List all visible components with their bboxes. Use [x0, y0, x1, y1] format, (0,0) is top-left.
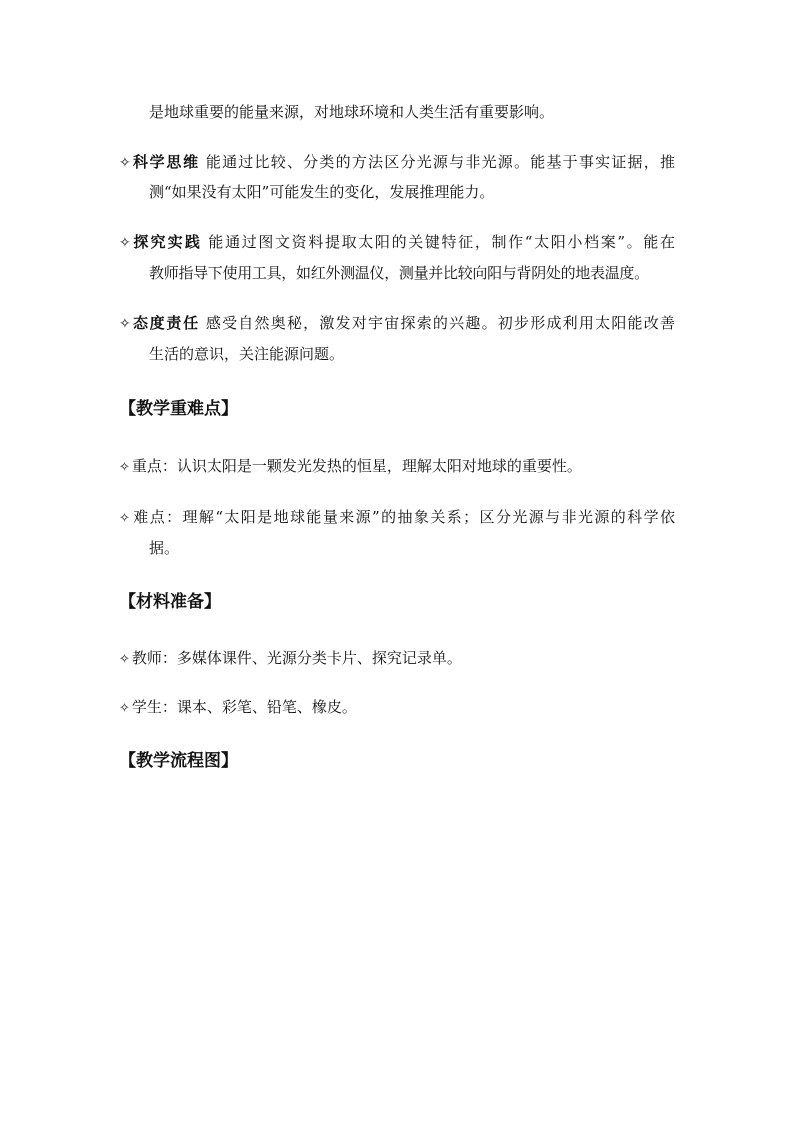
difficult-point-item: ✧ 难点：理解“太阳是地球能量来源”的抽象关系；区分光源与非光源的科学依 [119, 508, 675, 526]
diamond-star-icon: ✧ [119, 235, 131, 251]
key-point-item: ✧ 重点：认识太阳是一颗发光发热的恒星，理解太阳对地球的重要性。 [119, 457, 582, 475]
difficult-point-item-cont: 据。 [149, 539, 180, 557]
section-heading-materials: 【材料准备】 [119, 592, 221, 612]
item-text: 能通过比较、分类的方法区分光源与非光源。能基于事实证据，推 [205, 153, 675, 171]
core-literacy-item-practice-cont: 教师指导下使用工具，如红外测温仪，测量并比较向阳与背阴处的地表温度。 [149, 264, 649, 282]
core-literacy-item-attitude-cont: 生活的意识，关注能源问题。 [149, 345, 345, 363]
core-literacy-item-thinking [119, 152, 675, 173]
science-concept-continuation: 是地球重要的能量来源，对地球环境和人类生活有重要影响。 [149, 103, 555, 121]
item-label: 探究实践 [131, 233, 202, 251]
section-heading-key-points: 【教学重难点】 [119, 399, 238, 419]
diamond-star-icon: ✧ [119, 701, 130, 716]
diamond-star-icon: ✧ [119, 460, 130, 475]
core-literacy-item-practice [119, 232, 675, 253]
core-literacy-item-attitude [119, 313, 675, 334]
diamond-star-icon: ✧ [119, 652, 130, 667]
material-item-teacher: ✧ 教师：多媒体课件、光源分类卡片、探究记录单。 [119, 649, 462, 667]
item-label: 态度责任 [131, 314, 200, 332]
diamond-star-icon: ✧ [119, 316, 131, 332]
material-item-student: ✧ 学生：课本、彩笔、铅笔、橡皮。 [119, 698, 357, 716]
section-heading-flow: 【教学流程图】 [119, 751, 238, 771]
item-text: 感受自然奥秘，激发对宇宙探索的兴趣。初步形成利用太阳能改善 [205, 314, 675, 332]
diamond-star-icon: ✧ [119, 155, 131, 171]
item-label: 科学思维 [131, 153, 200, 171]
diamond-star-icon: ✧ [119, 511, 130, 526]
item-text: 能通过图文资料提取太阳的关键特征，制作“太阳小档案”。能在 [208, 233, 675, 251]
core-literacy-item-thinking-cont: 测“如果没有太阳”可能发生的变化，发展推理能力。 [149, 183, 495, 201]
